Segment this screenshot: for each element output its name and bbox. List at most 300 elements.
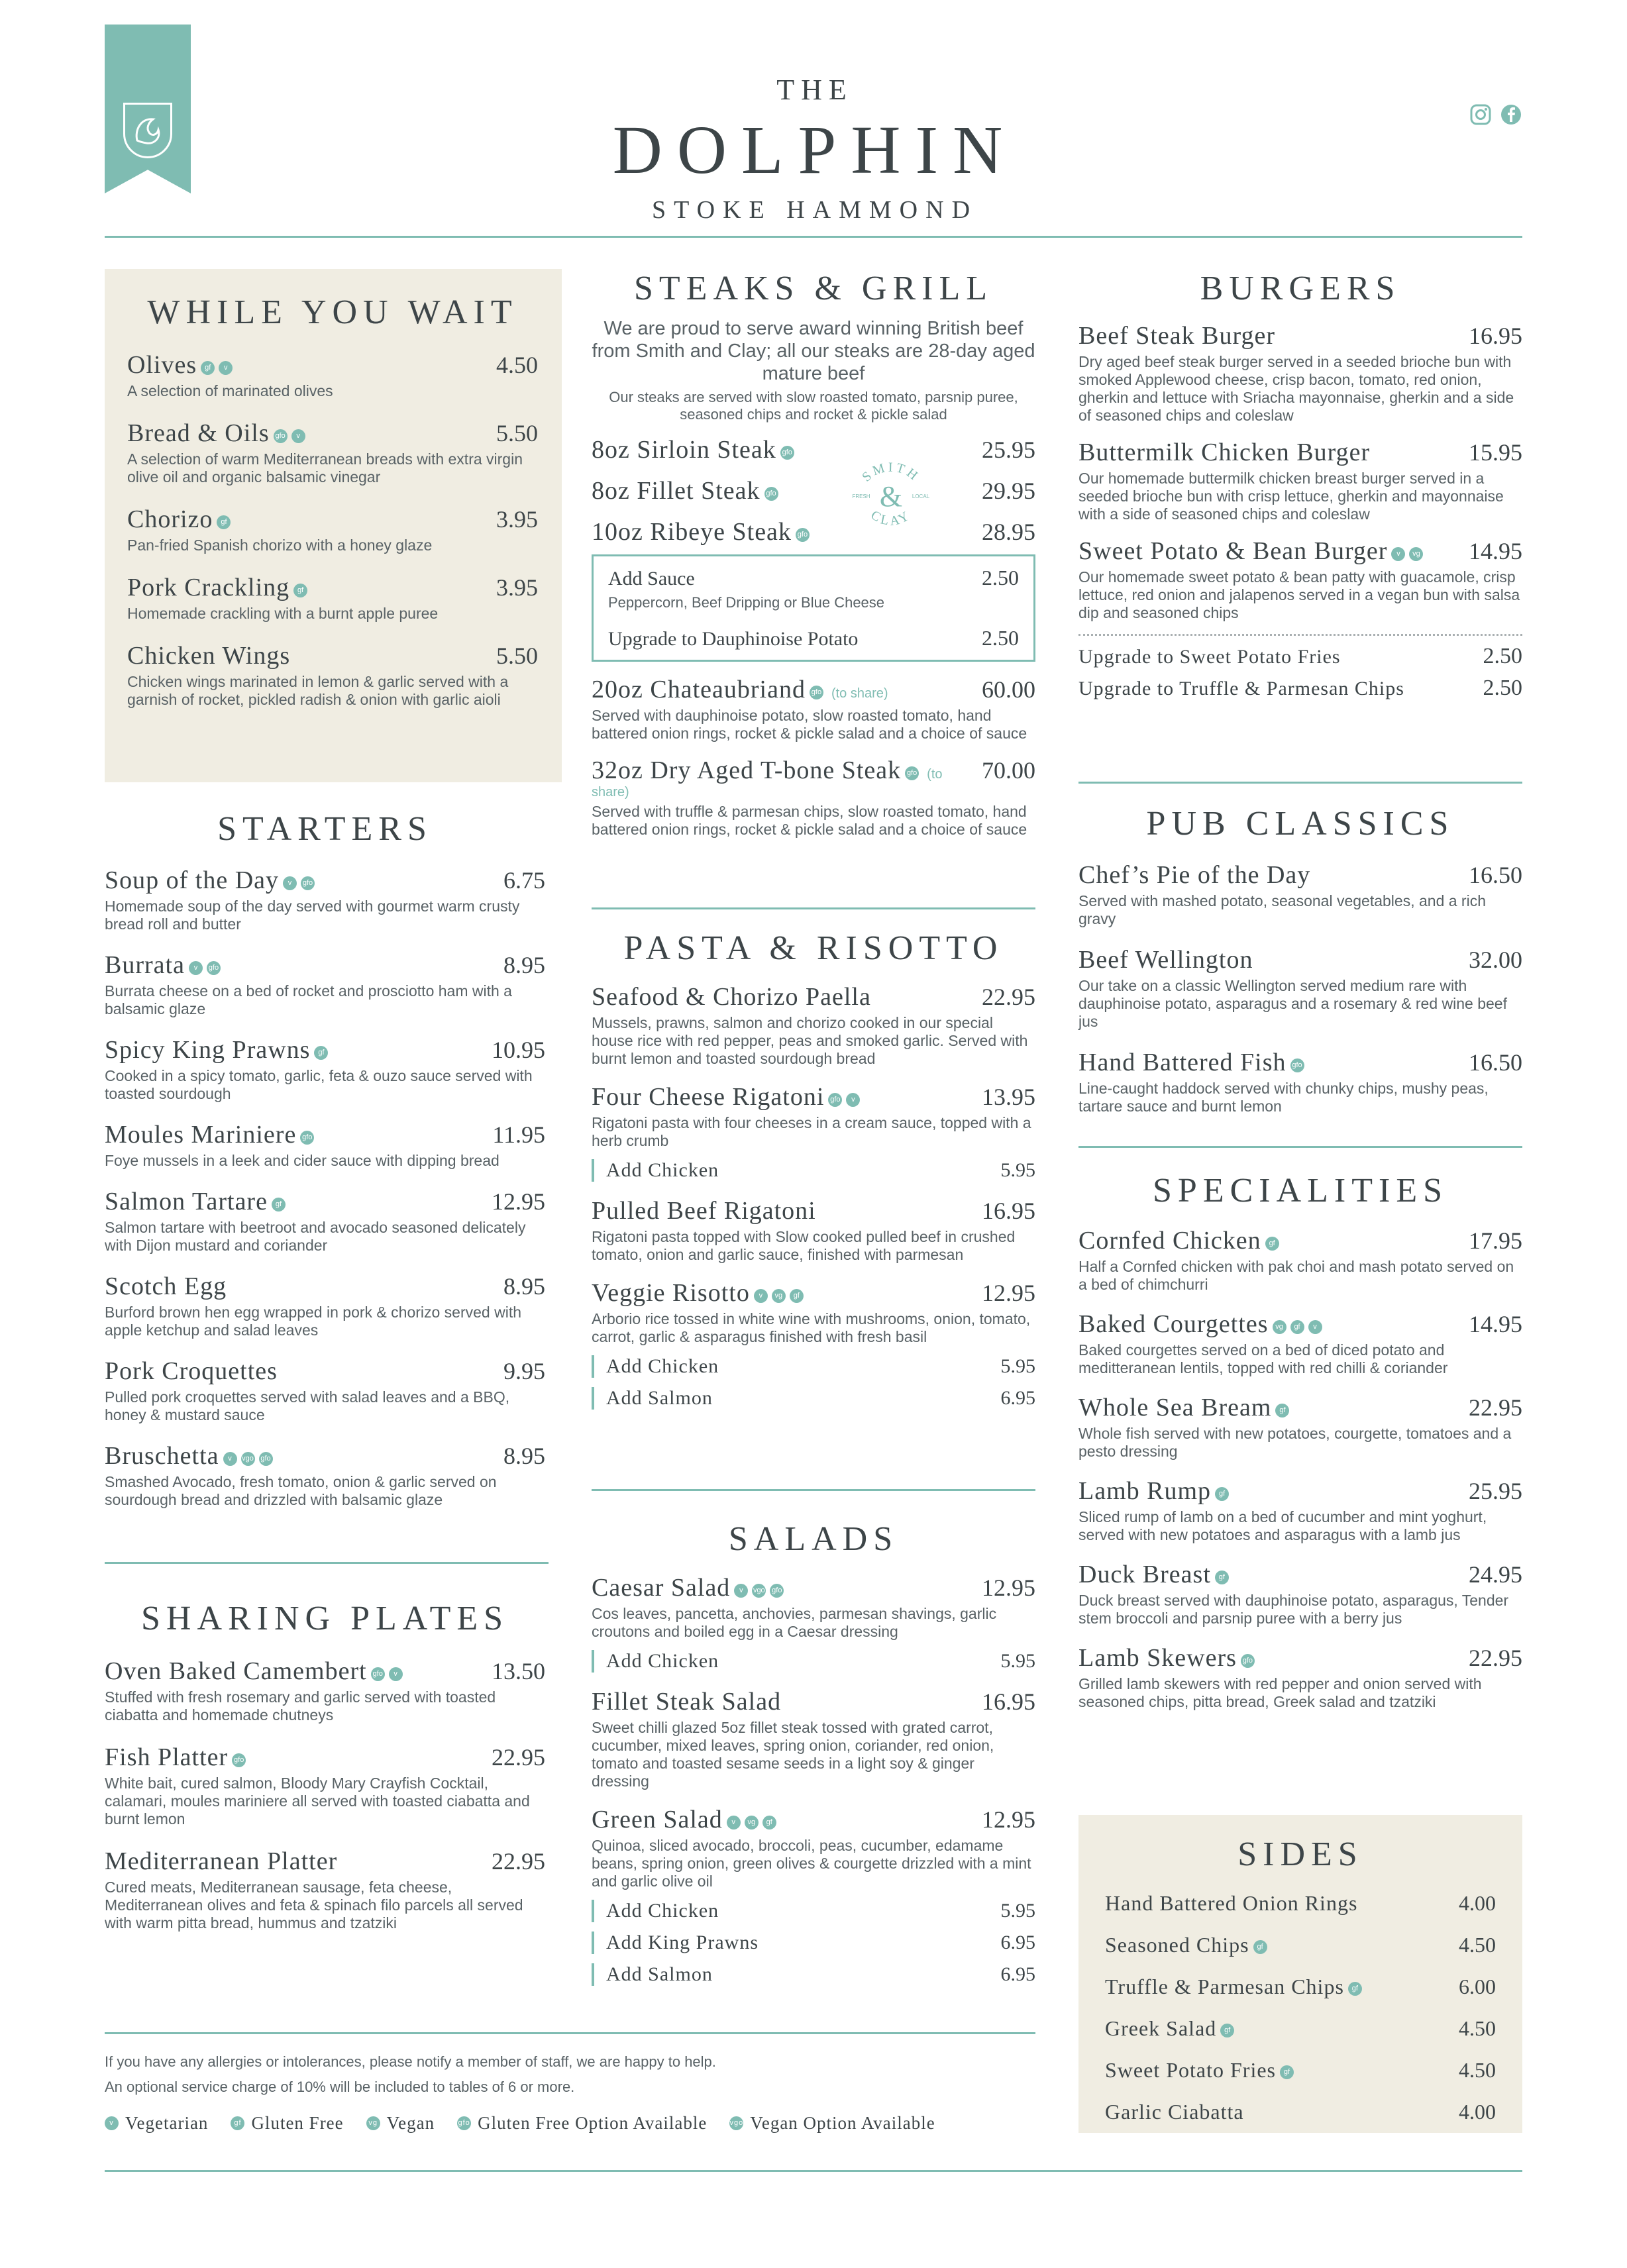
menu-item-description: Our take on a classic Wellington served medium rare with dauphinoise potato, asparagus and a rosemary & red wine beef jus — [1078, 977, 1507, 1030]
diet-badge-v-icon: v — [846, 1093, 860, 1107]
menu-item-row — [1078, 860, 1522, 890]
menu-item-name: 10oz Ribeye Steak — [592, 518, 792, 546]
menu-item-heading — [1078, 1310, 1322, 1339]
burgers-dotted-divider — [1078, 634, 1522, 636]
menu-item — [105, 1441, 545, 1509]
sauce-options: Peppercorn, Beef Dripping or Blue Cheese — [608, 594, 885, 611]
menu-item-price: 16.95 — [1469, 323, 1522, 349]
menu-item-name: Veggie Risotto — [592, 1279, 750, 1307]
addon-price: 5.95 — [1000, 1650, 1035, 1672]
menu-item-description: A selection of marinated olives — [127, 382, 333, 399]
service-charge-note: An optional service charge of 10% will be included to tables of 6 or more. — [105, 2079, 575, 2095]
menu-item-price: 14.95 — [1469, 538, 1522, 564]
menu-item-name: Lamb Rump — [1078, 1477, 1212, 1505]
menu-item-price: 17.95 — [1469, 1227, 1522, 1254]
starters-section — [105, 809, 545, 1509]
menu-item-description: Baked courgettes served on a bed of diced potato and meditteranean lentils, topped with red chilli & coriander — [1078, 1341, 1448, 1376]
menu-item-name: Duck Breast — [1078, 1561, 1211, 1588]
menu-item-description: A selection of warm Mediterranean breads with extra virgin olive oil and organic balsamic vinegar — [127, 450, 523, 486]
menu-item-price: 5.50 — [496, 643, 538, 669]
menu-item-description: Stuffed with fresh rosemary and garlic served with toasted ciabatta and homemade chutneys — [105, 1688, 496, 1724]
menu-item-heading — [105, 866, 315, 895]
menu-item-name: Chorizo — [127, 505, 213, 533]
menu-item-description: Our homemade buttermilk chicken breast burger served in a seeded brioche bun with crisp lettuce, gherkin and mayonnaise with a side of seasoned chips and coleslaw — [1078, 470, 1504, 523]
menu-item-description: Burrata cheese on a bed of rocket and prosciotto ham with a balsamic glaze — [105, 982, 512, 1017]
side-item-heading — [1105, 1891, 1357, 1916]
menu-item — [592, 1687, 1035, 1790]
diet-badge-v-icon: v — [105, 2116, 119, 2130]
legend-label: Gluten Free Option Available — [478, 2113, 708, 2133]
addon-name: Add King Prawns — [606, 1932, 759, 1953]
menu-item-row — [127, 505, 538, 534]
menu-item-heading — [1078, 1226, 1279, 1255]
menu-item-description: Homemade crackling with a burnt apple puree — [127, 605, 439, 622]
diet-badge-vg-icon: vg — [745, 1816, 759, 1830]
menu-item-name: Fillet Steak Salad — [592, 1688, 782, 1716]
menu-item-heading — [127, 419, 305, 448]
menu-item-row — [127, 350, 538, 380]
menu-item-heading — [592, 756, 982, 800]
menu-item — [127, 573, 538, 623]
diet-badge-gf-icon: gf — [272, 1198, 286, 1211]
menu-item-price: 4.50 — [496, 352, 538, 378]
diet-badge-gf-icon: gf — [231, 2116, 244, 2130]
sauce-box — [592, 554, 1035, 662]
diet-badge-vgo-icon: vgo — [752, 1584, 766, 1598]
diet-badge-gfo-icon: gfo — [770, 1584, 784, 1598]
legend-item — [729, 2113, 935, 2134]
restaurant-location: STOKE HAMMOND — [651, 196, 978, 224]
addon-price: 5.95 — [1000, 1900, 1035, 1922]
menu-item-description: Mussels, prawns, salmon and chorizo cooked in our special house rice with red pepper, peas and smoked garlic. Served with burnt lemon and toasted sourdough bread — [592, 1014, 1028, 1067]
diet-badge-v-icon: v — [223, 1452, 237, 1466]
menu-item — [592, 1278, 1035, 1410]
menu-item — [1078, 537, 1522, 622]
menu-item-price: 14.95 — [1469, 1311, 1522, 1337]
steaks-intro — [592, 317, 1035, 423]
menu-item-row — [592, 435, 1035, 464]
allergy-note: If you have any allergies or intolerances, please notify a member of staff, we are happy to help. — [105, 2053, 716, 2070]
legend-label: Vegan — [386, 2113, 435, 2133]
menu-item — [592, 1805, 1035, 1986]
menu-item-description: Served with mashed potato, seasonal vegetables, and a rich gravy — [1078, 892, 1486, 927]
menu-item-heading — [105, 1120, 314, 1149]
restaurant-name: DOLPHIN — [612, 112, 1018, 188]
diet-badge-gf-icon: gf — [293, 584, 307, 597]
addon-name: Add Chicken — [606, 1900, 719, 1922]
menu-item-description: Homemade soup of the day served with gourmet warm crusty bread roll and butter — [105, 898, 520, 933]
addon-row — [592, 1387, 1035, 1410]
burger-upgrade-row — [1078, 644, 1522, 669]
addon-row — [592, 1355, 1035, 1378]
legend-item — [457, 2113, 707, 2134]
masthead-the: THE — [776, 74, 853, 106]
menu-item-price: 3.95 — [496, 574, 538, 601]
menu-item-row — [592, 476, 1035, 505]
starters-divider — [105, 1562, 549, 1564]
menu-item-description: Sweet chilli glazed 5oz fillet steak tossed with grated carrot, cucumber, mixed leaves, spring onion, coriander, red onion, tomato and toasted sesame seeds in a light soy & ginger dressing — [592, 1719, 994, 1790]
side-item-price: 4.50 — [1459, 2058, 1496, 2082]
menu-item-row — [592, 1278, 1035, 1308]
legend-label: Gluten Free — [251, 2113, 344, 2133]
menu-item — [592, 982, 1035, 1068]
upgrade-name: Upgrade to Truffle & Parmesan Chips — [1078, 678, 1404, 699]
side-item-price: 4.00 — [1459, 1891, 1496, 1915]
facebook-icon[interactable] — [1500, 103, 1522, 126]
menu-item-name: Fish Platter — [105, 1743, 229, 1771]
menu-item-row — [105, 1187, 545, 1216]
menu-item-name: Bruschetta — [105, 1442, 219, 1470]
menu-item-description: Salmon tartare with beetroot and avocado seasoned delicately with Dijon mustard and coriander — [105, 1219, 526, 1254]
burger-upgrade-row — [1078, 676, 1522, 701]
pasta-divider — [592, 1489, 1035, 1491]
diet-badge-vgo-icon: vgo — [729, 2116, 743, 2130]
menu-item-price: 9.95 — [503, 1358, 545, 1384]
menu-item-name: Sweet Potato & Bean Burger — [1078, 537, 1388, 565]
diet-badge-v-icon: v — [754, 1289, 768, 1303]
diet-badge-gf-icon: gf — [1290, 1320, 1304, 1334]
menu-item-heading — [592, 1278, 804, 1308]
menu-item-row — [592, 1082, 1035, 1111]
menu-item-row — [592, 1687, 1035, 1716]
logo-top-text: SMITH — [859, 460, 923, 485]
side-item — [1105, 2058, 1496, 2083]
menu-item — [592, 517, 1035, 546]
diet-badge-vg-icon: vg — [1273, 1320, 1286, 1334]
diet-badge-gfo-icon: gfo — [274, 429, 288, 443]
menu-item-name: Oven Baked Camembert — [105, 1657, 367, 1685]
section-title-burgers: BURGERS — [1200, 270, 1401, 307]
menu-item-row — [105, 1272, 545, 1301]
menu-item-price: 16.50 — [1469, 862, 1522, 888]
addon-price: 6.95 — [1000, 1387, 1035, 1409]
menu-item-row — [1078, 1226, 1522, 1255]
upgrade-price: 2.50 — [1483, 644, 1522, 668]
menu-item — [105, 1120, 545, 1170]
menu-item-heading — [1078, 1643, 1255, 1673]
while-you-wait-list — [127, 350, 538, 709]
menu-item-description: Chicken wings marinated in lemon & garlic served with a garnish of rocket, pickled radish & onion with garlic aioli — [127, 673, 509, 708]
upgrade-price: 2.50 — [1483, 676, 1522, 700]
side-item — [1105, 1891, 1496, 1916]
instagram-icon[interactable] — [1469, 103, 1492, 126]
menu-item-price: 12.95 — [982, 1806, 1035, 1833]
side-item-price: 4.50 — [1459, 2016, 1496, 2040]
burger-upgrades — [1078, 644, 1522, 701]
menu-item — [1078, 1476, 1522, 1544]
menu-item-description: Half a Cornfed chicken with pak choi and mash potato served on a bed of chimchurri — [1078, 1258, 1514, 1293]
section-title-salads: SALADS — [728, 1520, 899, 1558]
menu-item — [1078, 860, 1522, 928]
side-item-heading — [1105, 2100, 1244, 2124]
diet-badge-gf-icon: gf — [1275, 1404, 1289, 1418]
diet-badge-gfo-icon: gfo — [1290, 1058, 1304, 1072]
sharing-steaks-list — [592, 675, 1035, 839]
addon-name: Add Salmon — [606, 1387, 713, 1409]
section-title-specialities: SPECIALITIES — [1153, 1172, 1448, 1210]
menu-item-row — [127, 641, 538, 670]
menu-item — [1078, 1310, 1522, 1377]
side-item — [1105, 2016, 1496, 2041]
menu-item-description: Cured meats, Mediterranean sausage, feta cheese, Mediterranean olives and feta & spinach filo parcels all served with warm pitta bread, hummus and tzatziki — [105, 1879, 523, 1932]
menu-item-description: Rigatoni pasta with four cheeses in a cream sauce, topped with a herb crumb — [592, 1114, 1031, 1149]
menu-item-name: Beef Wellington — [1078, 946, 1253, 974]
addon-row — [592, 1900, 1035, 1922]
pub-classics-divider — [1078, 1146, 1522, 1148]
menu-item — [1078, 438, 1522, 523]
side-item — [1105, 1933, 1496, 1957]
diet-badge-gfo-icon: gfo — [207, 961, 221, 975]
menu-item-price: 12.95 — [492, 1188, 545, 1215]
menu-item-row — [1078, 1476, 1522, 1506]
pub-classics-list — [1078, 860, 1522, 1115]
logo-right-text: LOCAL — [912, 493, 930, 499]
menu-item — [1078, 945, 1522, 1031]
menu-item-row — [105, 866, 545, 895]
menu-item-name: Caesar Salad — [592, 1574, 731, 1602]
diet-badge-gf-icon: gf — [1220, 2024, 1234, 2037]
menu-item-row — [1078, 945, 1522, 974]
menu-item — [105, 1187, 545, 1255]
share-note: (to share) — [831, 686, 888, 701]
addon-price: 6.95 — [1000, 1932, 1035, 1953]
diet-badge-gf-icon: gf — [762, 1816, 776, 1830]
legend-item — [231, 2113, 343, 2134]
menu-item-heading — [592, 1805, 776, 1834]
menu-item-price: 16.95 — [982, 1198, 1035, 1224]
menu-item-heading — [127, 505, 231, 534]
side-item-name: Garlic Ciabatta — [1105, 2100, 1244, 2124]
side-item-heading — [1105, 1933, 1267, 1957]
menu-item-name: Mediterranean Platter — [105, 1847, 338, 1875]
menu-item-price: 10.95 — [492, 1037, 545, 1063]
menu-item-description: Dry aged beef steak burger served in a seeded brioche bun with smoked Applewood cheese, crisp bacon, tomato, red onion, gherkin and lettuce with Sriacha mayonnaise, gherkin and a side of seasoned chips and coleslaw — [1078, 353, 1514, 424]
dietary-legend — [105, 2113, 935, 2134]
diet-badge-gf-icon: gf — [1215, 1487, 1229, 1501]
diet-badge-gfo-icon: gfo — [905, 766, 919, 780]
diet-badge-gf-icon: gf — [1265, 1237, 1279, 1251]
menu-item-row — [127, 573, 538, 602]
menu-item-row — [592, 756, 1035, 800]
diet-badge-v-icon: v — [389, 1667, 403, 1681]
menu-item-name: Chicken Wings — [127, 642, 291, 670]
menu-item-name: Olives — [127, 351, 197, 379]
menu-item-name: Hand Battered Fish — [1078, 1049, 1286, 1076]
legend-item — [105, 2113, 208, 2134]
addon-price: 5.95 — [1000, 1159, 1035, 1181]
menu-item-price: 24.95 — [1469, 1561, 1522, 1588]
add-sauce-label: Add Sauce — [608, 568, 695, 590]
masthead — [530, 73, 1100, 225]
addon-row — [592, 1159, 1035, 1182]
menu-item-price: 28.95 — [982, 519, 1035, 545]
menu-item-row — [105, 951, 545, 980]
menu-item-price: 22.95 — [492, 1848, 545, 1875]
smith-and-clay-logo — [841, 445, 941, 544]
menu-item-row — [105, 1847, 545, 1876]
menu-item-description: Rigatoni pasta topped with Slow cooked pulled beef in crushed tomato, onion and garlic sauce, finished with parmesan — [592, 1228, 1016, 1263]
diet-badge-v-icon: v — [291, 429, 305, 443]
menu-item-description: Pan-fried Spanish chorizo with a honey glaze — [127, 537, 433, 554]
side-item-name: Hand Battered Onion Rings — [1105, 1891, 1358, 1915]
menu-item-heading — [1078, 438, 1370, 467]
menu-item-row — [1078, 1643, 1522, 1673]
diet-badge-v-icon: v — [1391, 547, 1405, 561]
menu-item-heading — [1078, 860, 1310, 890]
menu-item-name: 32oz Dry Aged T-bone Steak — [592, 756, 902, 784]
menu-item-heading — [105, 1847, 337, 1876]
menu-item-description: Foye mussels in a leek and cider sauce with dipping bread — [105, 1152, 499, 1169]
steaks-list — [592, 435, 1035, 546]
starters-list — [105, 866, 545, 1509]
logo-bottom-text: CLAY — [868, 507, 914, 529]
menu-item-row — [105, 1743, 545, 1772]
section-title-sharing: SHARING PLATES — [140, 1600, 509, 1637]
sides-panel — [1078, 1815, 1522, 2133]
menu-item — [592, 1196, 1035, 1264]
menu-item-name: Four Cheese Rigatoni — [592, 1083, 825, 1111]
menu-item-description: Served with dauphinoise potato, slow roasted tomato, hand battered onion rings, rocket & pickle salad and a choice of sauce — [592, 707, 1027, 742]
sharing-list — [105, 1657, 545, 1932]
menu-item-price: 25.95 — [1469, 1478, 1522, 1504]
menu-item-heading — [592, 982, 871, 1011]
menu-item-name: Baked Courgettes — [1078, 1310, 1269, 1338]
menu-item-heading — [105, 1357, 278, 1386]
menu-item-name: Pork Croquettes — [105, 1357, 278, 1385]
menu-item-heading — [1078, 1476, 1229, 1506]
menu-item-description: Line-caught haddock served with chunky chips, mushy peas, tartare sauce and burnt lemon — [1078, 1080, 1489, 1115]
diet-badge-gf-icon: gf — [790, 1289, 804, 1303]
menu-item-description: Whole fish served with new potatoes, courgette, tomatoes and a pesto dressing — [1078, 1425, 1512, 1460]
menu-item-heading — [1078, 1048, 1304, 1077]
menu-item-price: 3.95 — [496, 506, 538, 533]
menu-item-description: Served with truffle & parmesan chips, slow roasted tomato, hand battered onion rings, rocket & pickle salad and a choice of sauce — [592, 803, 1027, 838]
diet-badge-vg-icon: vg — [772, 1289, 786, 1303]
menu-item — [105, 1035, 545, 1103]
menu-item-name: Buttermilk Chicken Burger — [1078, 438, 1371, 466]
pasta-section — [592, 929, 1035, 1410]
menu-item-heading — [105, 1441, 273, 1470]
specialities-section — [1078, 1171, 1522, 1711]
diet-badge-gf-icon: gf — [1215, 1571, 1229, 1584]
menu-item-description: Sliced rump of lamb on a bed of cucumber and mint yoghurt, served with new potatoes and asparagus with a lamb jus — [1078, 1508, 1487, 1543]
menu-item-heading — [127, 350, 233, 380]
menu-item-name: 8oz Fillet Steak — [592, 477, 761, 505]
menu-item-name: Spicy King Prawns — [105, 1036, 311, 1064]
upgrade-name: Upgrade to Sweet Potato Fries — [1078, 646, 1341, 668]
burgers-section — [1078, 269, 1522, 701]
menu-item-row — [592, 1805, 1035, 1834]
while-you-wait-panel — [105, 269, 562, 782]
menu-item-heading — [592, 435, 794, 464]
diet-badge-vg-icon: vg — [366, 2116, 380, 2130]
diet-badge-gfo-icon: gfo — [371, 1667, 385, 1681]
menu-item-price: 32.00 — [1469, 947, 1522, 973]
menu-item-price: 5.50 — [496, 420, 538, 446]
menu-item-price: 29.95 — [982, 478, 1035, 504]
diet-badge-vg-icon: vg — [1409, 547, 1423, 561]
steaks-intro-main: We are proud to serve award winning British beef from Smith and Clay; all our steaks are 28-day aged mature beef — [592, 318, 1035, 384]
menu-item — [1078, 1048, 1522, 1115]
menu-item-heading — [105, 1035, 328, 1064]
menu-item-row — [592, 1196, 1035, 1225]
logo-left-text: FRESH — [852, 493, 870, 499]
menu-item-heading — [592, 517, 810, 546]
diet-badge-v-icon: v — [734, 1584, 748, 1598]
menu-item-name: Pulled Beef Rigatoni — [592, 1197, 816, 1225]
menu-item-price: 15.95 — [1469, 439, 1522, 466]
menu-item-heading — [592, 1196, 816, 1225]
side-item-name: Greek Salad — [1105, 2016, 1217, 2040]
menu-item — [1078, 1226, 1522, 1294]
menu-item-description: Quinoa, sliced avocado, broccoli, peas, cucumber, edamame beans, spring onion, green olives & courgette drizzled with a mint and garlic olive oil — [592, 1837, 1031, 1890]
menu-item-heading — [592, 675, 888, 704]
legend-item — [366, 2113, 435, 2134]
menu-item — [1078, 1643, 1522, 1711]
addon-price: 6.95 — [1000, 1963, 1035, 1985]
addon-name: Add Chicken — [606, 1650, 719, 1672]
menu-item — [127, 350, 538, 400]
menu-item-row — [105, 1441, 545, 1470]
menu-item-name: Burrata — [105, 951, 185, 979]
menu-item-price: 22.95 — [1469, 1394, 1522, 1421]
menu-item-name: Whole Sea Bream — [1078, 1394, 1272, 1421]
menu-item — [105, 1743, 545, 1828]
menu-item-heading — [105, 1272, 227, 1301]
menu-item-row — [105, 1035, 545, 1064]
menu-item-row — [592, 517, 1035, 546]
addon-price: 5.95 — [1000, 1355, 1035, 1377]
diet-badge-gf-icon: gf — [314, 1046, 328, 1060]
diet-badge-vgo-icon: vgo — [241, 1452, 255, 1466]
menu-item-row — [1078, 537, 1522, 566]
menu-item-description: Grilled lamb skewers with red pepper and onion served with seasoned chips, pitta bread, Greek salad and tzatziki — [1078, 1675, 1482, 1710]
pub-classics-section — [1078, 804, 1522, 1115]
menu-item — [1078, 1393, 1522, 1461]
menu-item-name: Bread & Oils — [127, 419, 270, 447]
share-note: (to share) — [592, 767, 943, 799]
menu-item-name: Soup of the Day — [105, 866, 280, 894]
menu-item-heading — [592, 1687, 781, 1716]
diet-badge-gfo-icon: gfo — [780, 446, 794, 460]
side-item — [1105, 1975, 1496, 1999]
header-divider — [105, 236, 1522, 238]
diet-badge-gfo-icon: gfo — [300, 1131, 314, 1145]
menu-item-name: Green Salad — [592, 1806, 723, 1833]
side-item-name: Seasoned Chips — [1105, 1933, 1249, 1957]
menu-item-heading — [105, 1187, 286, 1216]
menu-item — [127, 641, 538, 709]
side-item-heading — [1105, 1975, 1362, 1999]
menu-item-price: 12.95 — [982, 1280, 1035, 1306]
footnote — [105, 2049, 1032, 2100]
section-title-pasta: PASTA & RISOTTO — [623, 929, 1004, 967]
diet-badge-gfo-icon: gfo — [457, 2116, 471, 2130]
menu-item-price: 16.50 — [1469, 1049, 1522, 1076]
menu-item-name: Cornfed Chicken — [1078, 1227, 1261, 1255]
footer-divider-bottom — [105, 2170, 1522, 2172]
addon-row — [592, 1650, 1035, 1673]
specialities-list — [1078, 1226, 1522, 1711]
upgrade-dauphinoise-label: Upgrade to Dauphinoise Potato — [608, 628, 859, 650]
menu-item-row — [105, 1657, 545, 1686]
menu-item-description: Cos leaves, pancetta, anchovies, parmesan shavings, garlic croutons and boiled egg in a Caesar dressing — [592, 1605, 997, 1640]
menu-item — [105, 951, 545, 1018]
menu-item — [1078, 321, 1522, 425]
salads-section — [592, 1520, 1035, 1986]
menu-item-description: Our homemade sweet potato & bean patty with guacamole, crisp lettuce, red onion and jalapenos served in a vegan bun with salsa dip and seasoned chips — [1078, 568, 1520, 621]
menu-item-price: 11.95 — [492, 1121, 545, 1148]
